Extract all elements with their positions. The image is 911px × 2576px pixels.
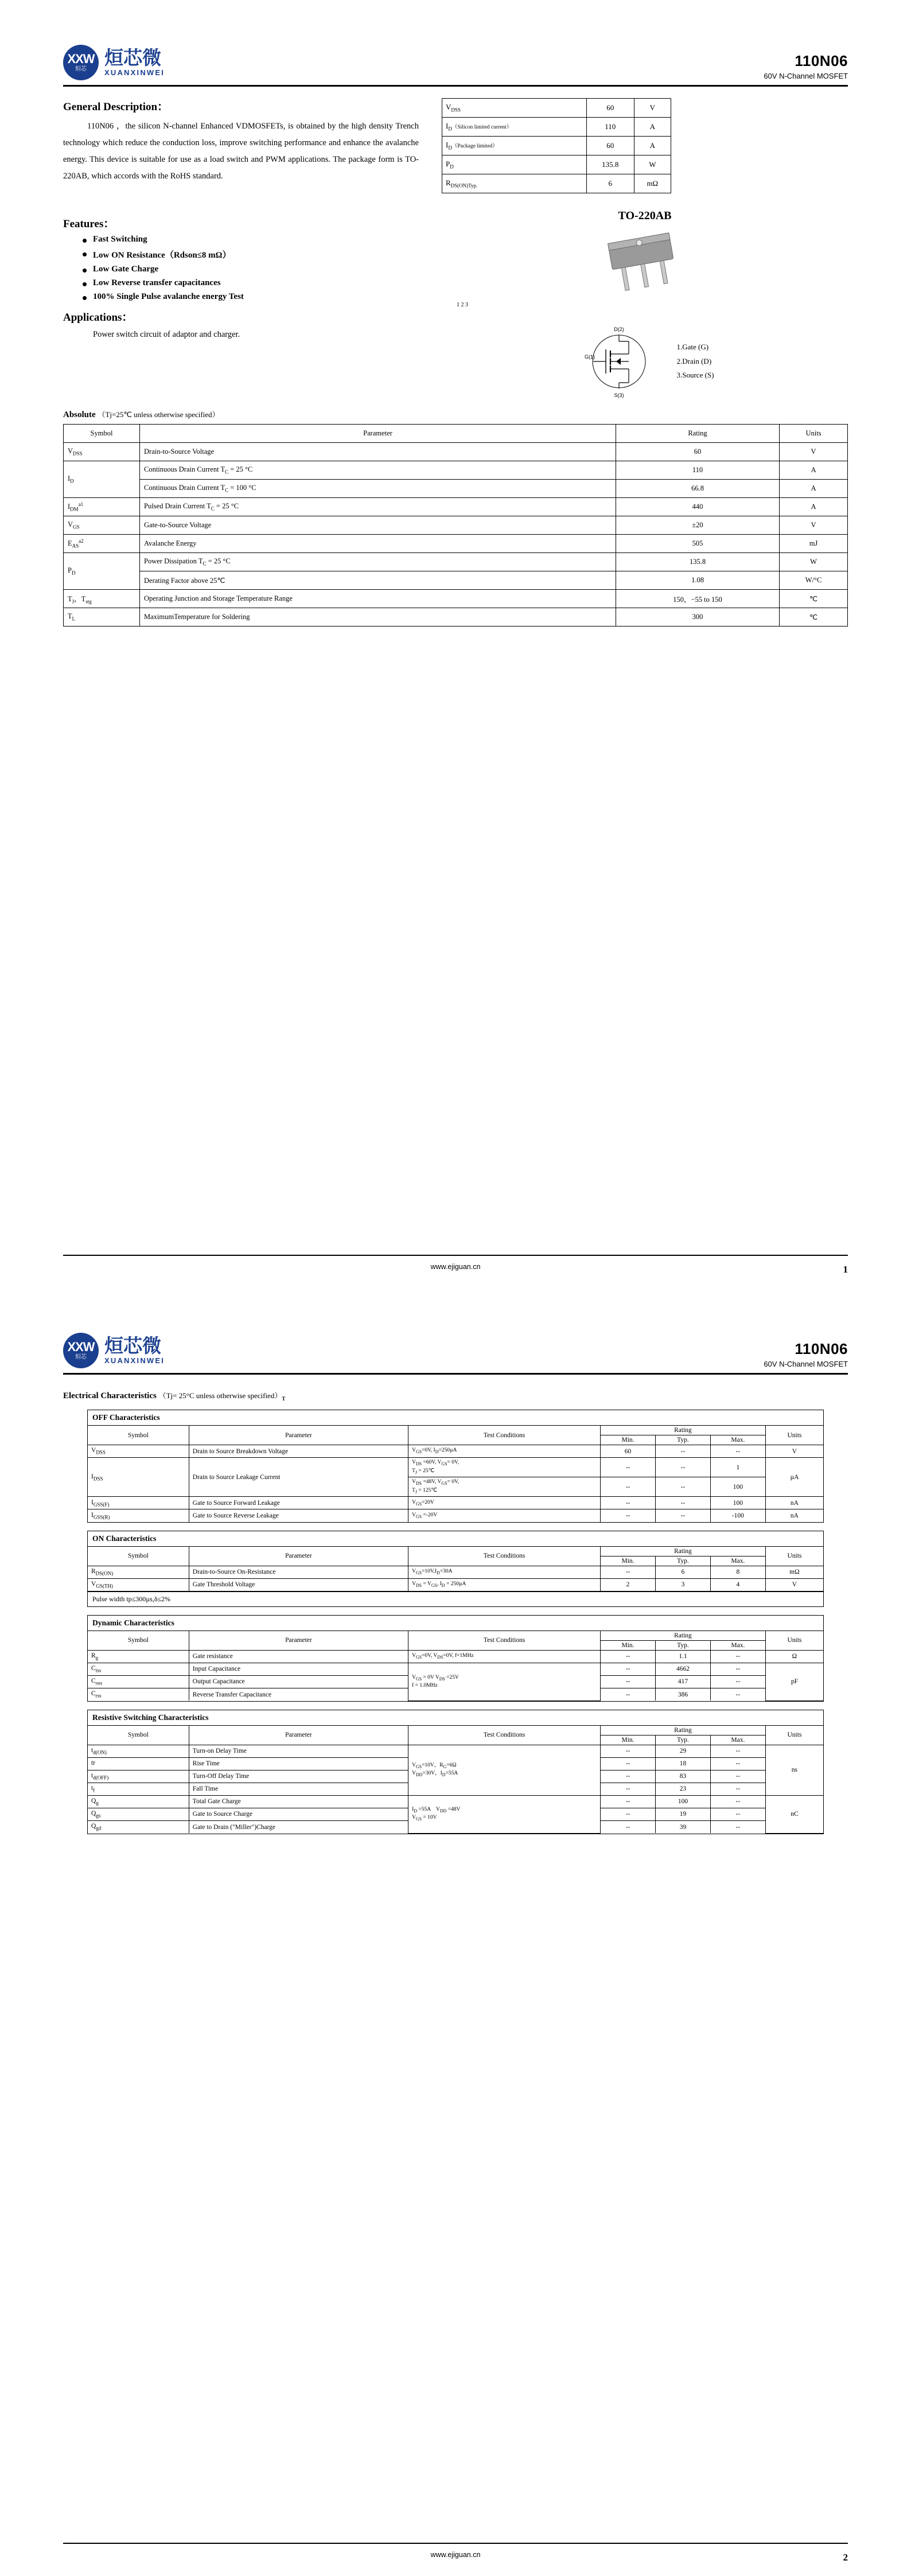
page-number: 1 bbox=[843, 1264, 848, 1275]
list-item: Low ON Resistance（Rdson≤8 mΩ） bbox=[93, 248, 419, 260]
logo-company-name-en: XUANXINWEI bbox=[104, 68, 165, 77]
svg-text:G(1): G(1) bbox=[584, 354, 595, 360]
table-row: $I_D(Package$ limited） 60 A bbox=[442, 137, 671, 155]
part-description: 60V N-Channel MOSFET bbox=[764, 1360, 848, 1368]
spec-symbol: R bbox=[446, 178, 451, 188]
page-number: 2 bbox=[843, 2552, 848, 2563]
test-condition: $V_{GS}=10V$，$R_G=6\Omega$ $V_{DD}=30V$，$I_D=55A$ bbox=[408, 1745, 601, 1795]
col-parameter: Parameter bbox=[140, 425, 616, 443]
electrical-characteristics-title: Electrical Characteristics （Tj= 25°C unless otherwise $specified)_T$ bbox=[63, 1391, 286, 1402]
table-row: $V_{DS} =48V$, $V_{GS}= 0V$, $T_J$ = 125℃ -- -- 100 bbox=[88, 1477, 823, 1497]
col-rating: Rating bbox=[616, 425, 780, 443]
table-subheader-row: Min. Typ. Max. bbox=[88, 1435, 823, 1445]
company-logo bbox=[63, 1333, 165, 1368]
table-header-row: Symbol Parameter Test Conditions Rating Units bbox=[88, 1631, 823, 1641]
spec-symbol: P bbox=[446, 159, 450, 169]
page-header bbox=[63, 0, 848, 80]
table-row: $C_{oss}$ Output Capacitance -- 417 -- bbox=[88, 1675, 823, 1688]
part-number: 110N06 bbox=[795, 52, 848, 69]
logo-mark-initials: XXW bbox=[67, 1340, 95, 1354]
table-row: $Q_{gd}$ Gate to Drain ("Miller")Charge -- 39 -- bbox=[88, 1820, 823, 1833]
list-item: Fast Switching bbox=[93, 235, 419, 244]
header-divider bbox=[63, 85, 848, 87]
footer-url[interactable]: www.ejiguan.cn bbox=[430, 1263, 481, 1271]
pin-list bbox=[677, 340, 714, 383]
table-row: tr Rise Time -- 18 -- bbox=[88, 1757, 823, 1770]
table-row: Continuous Drain Current $T_C = 100$ °C 66.8 A bbox=[64, 480, 848, 498]
table-header-row: Symbol Parameter Test Conditions Rating Units bbox=[88, 1426, 823, 1435]
table-row: $P_D$ 135.8 W bbox=[442, 155, 671, 174]
spec-symbol: I bbox=[446, 122, 449, 131]
test-condition: $I_D =55A$ $V_{DD} =48V$ $V_{GS} = 10V$ bbox=[408, 1795, 601, 1833]
table-row: $I_{GSS(R)}$ Gate to Source Reverse Leakage $V_{GS} =-20V$ -- -- -100 nA bbox=[88, 1509, 823, 1522]
table-row: $R_{DS(ON)}$ Drain-to-Source On-Resistance $V_{GS}=10V,I_D=30A$ -- 6 8 mΩ bbox=[88, 1566, 823, 1578]
logo-mark-icon bbox=[63, 45, 99, 80]
spec-value: 60 bbox=[586, 137, 634, 155]
dynamic-characteristics-table bbox=[88, 1631, 823, 1701]
spec-value: 135.8 bbox=[586, 155, 634, 174]
svg-text:S(3): S(3) bbox=[613, 392, 624, 398]
part-number: 110N06 bbox=[795, 1340, 848, 1357]
features-title: Features： bbox=[63, 218, 115, 230]
table-row: $C_{rss}$ Reverse Transfer Capacitance -- 386 -- bbox=[88, 1688, 823, 1701]
spec-unit: A bbox=[634, 118, 671, 137]
spec-unit: V bbox=[634, 99, 671, 118]
block-title: OFF Characteristics bbox=[88, 1410, 823, 1426]
spec-unit: mΩ bbox=[634, 174, 671, 193]
test-condition: $V_{DS} = V_{GS}$, $I_D = 250\mu A$ bbox=[408, 1578, 601, 1591]
table-header-row: Symbol Parameter Test Conditions Rating Units bbox=[88, 1726, 823, 1736]
spec-symbol: V bbox=[446, 103, 451, 112]
col-units: Units bbox=[780, 425, 848, 443]
applications-text: Power switch circuit of adaptor and charger. bbox=[93, 330, 240, 339]
spec-value: 60 bbox=[586, 99, 634, 118]
table-header-row: Symbol Parameter Test Conditions Rating Units bbox=[88, 1547, 823, 1557]
summary-spec-table bbox=[442, 98, 671, 193]
spec-value: 110 bbox=[586, 118, 634, 137]
table-row: $I_D(Silicon$ limited current） 110 A bbox=[442, 118, 671, 137]
absolute-ratings-title: Absolute （Tj=25℃ unless otherwise specified） bbox=[63, 410, 220, 419]
logo-company-name-cn: 烜芯微 bbox=[104, 1334, 161, 1357]
table-row: $V_{DSS}$ Drain-to-Source Voltage 60 V bbox=[64, 443, 848, 461]
off-characteristics-block bbox=[87, 1410, 824, 1523]
test-condition: $V_{DS} =48V$, $V_{GS}= 0V$, $T_J$ = 125℃ bbox=[408, 1477, 601, 1497]
test-condition: $V_{GS}=20V$ bbox=[408, 1497, 601, 1509]
block-title: Resistive Switching Characteristics bbox=[88, 1710, 823, 1726]
list-item: 100% Single Pulse avalanche energy Test bbox=[93, 292, 419, 302]
table-row: $P_D$ Power Dissipation $T_C = 25$ °C 135.8 W bbox=[64, 553, 848, 571]
spec-unit: W bbox=[634, 155, 671, 174]
table-row: $Q_{gs}$ Gate to Source Charge -- 19 -- bbox=[88, 1808, 823, 1820]
test-condition: $V_{GS} = 0V$ $V_{DS} =25V$ f = 1.0MHz bbox=[408, 1663, 601, 1701]
page-2 bbox=[0, 1288, 911, 2576]
logo-company-name-en: XUANXINWEI bbox=[104, 1356, 165, 1365]
table-row: $I_{DSS}$ Drain to Source Leakage Current $V_{DS} =60V$, $V_{GS}= 0V$, $T_J$ = 25℃ -- -- 1 µA bbox=[88, 1458, 823, 1477]
package-pin-numbers: 1 2 3 bbox=[457, 302, 468, 308]
package-drawing bbox=[442, 231, 848, 299]
absolute-ratings-table bbox=[63, 424, 848, 627]
general-description-title: General Description： bbox=[63, 101, 169, 113]
table-row: Derating Factor above 25℃ 1.08 W/°C bbox=[64, 571, 848, 590]
table-row: $t_{d(ON)}$ Turn-on Delay Time $V_{GS}=10V$，$R_G=6\Omega$ $V_{DD}=30V$，$I_D=55A$ -- 29 -- ns bbox=[88, 1745, 823, 1757]
table-row: $I_{DM}^{a1}$ Pulsed Drain Current $T_C = 25$ °C 440 A bbox=[64, 498, 848, 516]
on-characteristics-table bbox=[88, 1547, 823, 1591]
block-title: ON Characteristics bbox=[88, 1531, 823, 1547]
pin-item: 1.Gate (G) bbox=[676, 342, 709, 351]
block-title: Dynamic Characteristics bbox=[88, 1616, 823, 1631]
table-row: $R_{DS(ON)Typ.}$ 6 mΩ bbox=[442, 174, 671, 193]
list-item: Low Gate Charge bbox=[93, 264, 419, 274]
company-logo bbox=[63, 45, 165, 80]
table-row: $T_J$，$T_{stg}$ Operating Junction and Storage Temperature Range 150，−55 to 150 ℃ bbox=[64, 590, 848, 608]
page-header bbox=[63, 1288, 848, 1368]
spec-value: 6 bbox=[586, 174, 634, 193]
mosfet-symbol-icon bbox=[576, 318, 662, 404]
table-row: $I_{GSS(F)}$ Gate to Source Forward Leakage $V_{GS}=20V$ -- -- 100 nA bbox=[88, 1497, 823, 1509]
logo-mark-sub: 烜芯 bbox=[75, 1354, 87, 1360]
table-row: $V_{GS}$ Gate-to-Source Voltage ±20 V bbox=[64, 516, 848, 535]
table-row: $V_{GS(TH)}$ Gate Threshold Voltage $V_{DS} = V_{GS}$, $I_D = 250\mu A$ 2 3 4 V bbox=[88, 1578, 823, 1591]
general-description-body: 110N06 ，the silicon N-channel Enhanced VDMOSFETs, is obtained by the high density Trench technology which reduce the conduction loss, improve switching performance and enhance the avalanche energy. This device is suitable for use as a load switch and PWM applications. The package form is TO-220AB, which accords with the RoHS standard. bbox=[63, 122, 419, 181]
spec-symbol: I bbox=[446, 141, 449, 150]
table-subheader-row: Min. Typ. Max. bbox=[88, 1735, 823, 1745]
table-row: $C_{iss}$ Input Capacitance $V_{GS} = 0V$ $V_{DS} =25V$ f = 1.0MHz -- 4662 -- pF bbox=[88, 1663, 823, 1675]
table-header-row bbox=[64, 425, 848, 443]
part-description: 60V N-Channel MOSFET bbox=[764, 72, 848, 80]
table-row: $V_{DSS}$ Drain to Source Breakdown Voltage $V_{GS}=0V$, $I_D=250\mu A$ 60 -- -- V bbox=[88, 1445, 823, 1458]
test-condition: $V_{GS}=10V,I_D=30A$ bbox=[408, 1566, 601, 1578]
table-subheader-row: Min. Typ. Max. bbox=[88, 1556, 823, 1566]
table-subheader-row: Min. Typ. Max. bbox=[88, 1640, 823, 1650]
list-item: Low Reverse transfer capacitances bbox=[93, 278, 419, 288]
applications-title: Applications： bbox=[63, 312, 133, 324]
dynamic-characteristics-block bbox=[87, 1615, 824, 1702]
pin-item: 3.Source (S) bbox=[676, 371, 714, 380]
header-divider bbox=[63, 1373, 848, 1375]
table-row: $t_{d(OFF)}$ Turn-Off Delay Time -- 83 -- bbox=[88, 1770, 823, 1783]
svg-text:D(2): D(2) bbox=[613, 326, 624, 332]
table-row: $R_g$ Gate resistance $V_{GS}=0V$, $V_{DS}=0V$, f=1MHz -- 1.1 -- Ω bbox=[88, 1650, 823, 1663]
table-row: $T_L$ MaximumTemperature for Soldering 300 ℃ bbox=[64, 608, 848, 627]
table-row: $Q_g$ Total Gate Charge $I_D =55A$ $V_{DD} =48V$ $V_{GS} = 10V$ -- 100 -- nC bbox=[88, 1795, 823, 1808]
page-footer bbox=[0, 1255, 911, 1288]
logo-mark-sub: 烜芯 bbox=[75, 66, 87, 72]
table-row: $t_f$ Fall Time -- 23 -- bbox=[88, 1783, 823, 1795]
pin-item: 2.Drain (D) bbox=[676, 356, 712, 365]
col-symbol: Symbol bbox=[64, 425, 140, 443]
logo-mark-initials: XXW bbox=[67, 52, 95, 66]
resistive-switching-table bbox=[88, 1726, 823, 1834]
page-footer bbox=[0, 2543, 911, 2576]
package-title: TO-220AB bbox=[618, 209, 672, 222]
resistive-switching-block bbox=[87, 1710, 824, 1834]
on-characteristics-block bbox=[87, 1531, 824, 1607]
table-row: $I_D$ Continuous Drain Current $T_C = 25$ °C 110 A bbox=[64, 461, 848, 480]
table-row: $E_{AS}^{a2}$ Avalanche Energy 505 mJ bbox=[64, 535, 848, 553]
table-row: $V_{DSS}$ 60 V bbox=[442, 99, 671, 118]
test-condition: $V_{DS} =60V$, $V_{GS}= 0V$, $T_J$ = 25℃ bbox=[408, 1458, 601, 1477]
logo-company-name-cn: 烜芯微 bbox=[104, 46, 161, 69]
spec-unit: A bbox=[634, 137, 671, 155]
test-condition: $V_{GS}=0V$, $I_D=250\mu A$ bbox=[408, 1445, 601, 1458]
pulse-width-note: Pulse width tp≤300µs,δ≤2% bbox=[88, 1591, 823, 1606]
logo-mark-icon bbox=[63, 1333, 99, 1368]
symbol-area bbox=[442, 318, 848, 404]
footer-url[interactable]: www.ejiguan.cn bbox=[430, 2551, 481, 2559]
test-condition: $V_{GS}=0V$, $V_{DS}=0V$, f=1MHz bbox=[408, 1650, 601, 1663]
off-characteristics-table bbox=[88, 1426, 823, 1522]
test-condition: $V_{GS} =-20V$ bbox=[408, 1509, 601, 1522]
